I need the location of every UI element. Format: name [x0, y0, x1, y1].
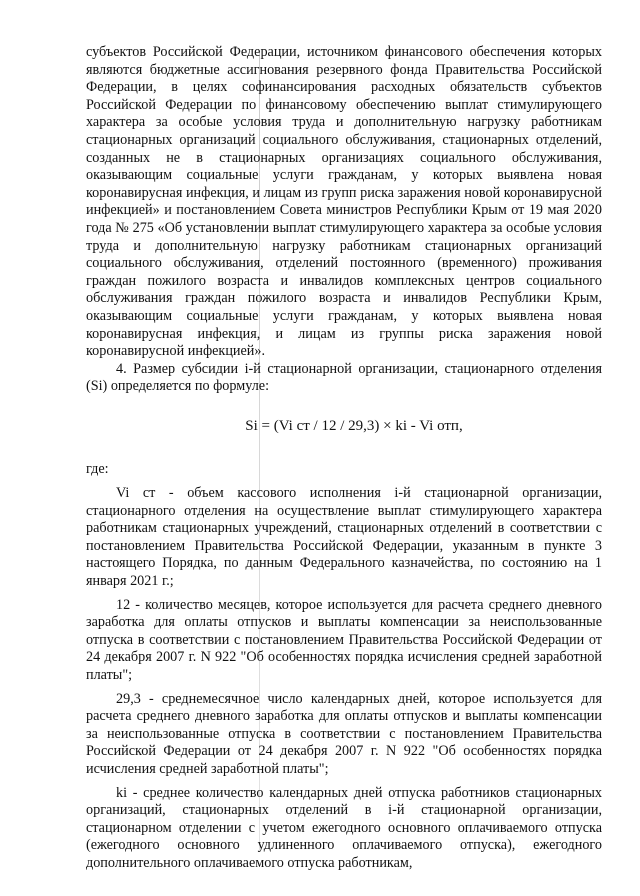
paragraph-4-subsidy-size: 4. Размер субсидии i-й стационарной организации, стационарного отделения (Si) определяется по формуле:	[86, 360, 602, 395]
where-label: где:	[86, 461, 109, 478]
subsidy-formula: Si = (Vi ст / 12 / 29,3) × ki - Vi отп,	[245, 417, 463, 434]
paragraph-subsidy-basis: субъектов Российской Федерации, источником финансового обеспечения которых являются бюджетные ассигнования резервного фонда Правительства Российской Федерации, в целях софинансирования расходных обязательств субъектов Российской Федерации по финансовому обеспечению выплат стимулирующего характера за особые условия труда и дополнительную нагрузку работникам стационарных организаций социального обслуживания, стационарных отделений, созданных не в стационарных организациях социального обслуживания, оказывающим социальные услуги гражданам, у которых выявлена новая коронавирусная инфекция, и лицам из групп риска заражения новой коронавирусной инфекцией» и постановлением Совета министров Республики Крым от 19 мая 2020 года № 275 «Об установлении выплат стимулирующего характера за особые условия труда и дополнительную нагрузку работникам стационарных организаций социального обслуживания, отделений постоянного (временного) проживания граждан пожилого возраста и инвалидов комплексных центров социального обслуживания граждан пожилого возраста и инвалидов Республики Крым, оказывающим социальные услуги гражданам, у которых выявлена новая коронавирусная инфекция, и лицам из группы риска заражения новой коронавирусной инфекцией».	[86, 44, 602, 360]
document-body	[86, 44, 602, 873]
definition-ki: ki - среднее количество календарных дней отпуска работников стационарных организаций, стационарных отделений в i-й стационарной организации, стационарном отделении с учетом ежегодного основного оплачиваемого отпуска (ежегодного основного удлиненного оплачиваемого отпуска), ежегодного дополнительного оплачиваемого отпуска работникам,	[86, 784, 602, 871]
definition-29-3-days: 29,3 - среднемесячное число календарных дней, которое используется для расчета среднего дневного заработка для оплаты отпусков и выплаты компенсации за неиспользованные отпуска в соответствии с постановлением Правительства Российской Федерации от 24 декабря 2007 г. N 922 "Об особенностях порядка исчисления средней заработной платы";	[86, 690, 602, 777]
definition-vi-st: Vi ст - объем кассового исполнения i-й стационарной организации, стационарного отделения на осуществление выплат стимулирующего характера работникам стационарных учреждений, стационарных отделений в соответствии с постановлением Правительства Российской Федерации, указанным в пункте 3 настоящего Порядка, по данным Федерального казначейства, по состоянию на 1 января 2021 г.;	[86, 485, 602, 590]
definition-12-months: 12 - количество месяцев, которое используется для расчета среднего дневного заработка для оплаты отпусков и выплаты компенсации за неиспользованные отпуска в соответствии с постановлением Правительства Российской Федерации от 24 декабря 2007 г. N 922 "Об особенностях порядка исчисления средней заработной платы";	[86, 596, 602, 683]
